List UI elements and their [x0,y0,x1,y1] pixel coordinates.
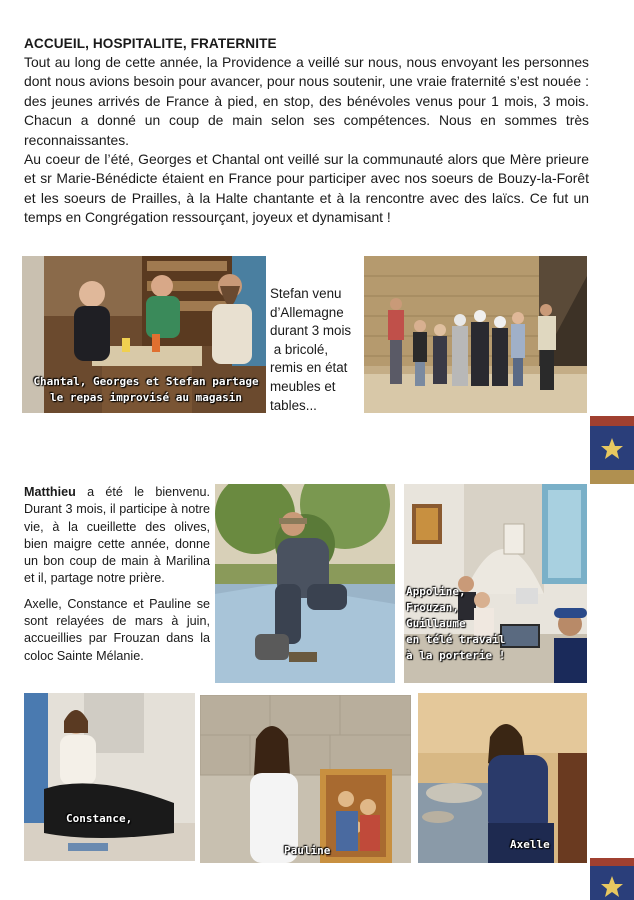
photo-group [364,256,587,413]
photo-olives [215,484,395,683]
stefan-note [270,285,362,415]
stefan-note-line: remis en état [270,360,348,376]
matthieu-text: a été le bienvenu. Durant 3 mois, il participe à notre vie, à la cueillette des olives, bien maigre cette année, donne un bon coup de main à Marilina et il, partage notre prière. [24,485,210,586]
meal-caption-line-2: le repas improvisé au magasin [49,391,243,404]
matthieu-paragraph [24,484,210,588]
photo-pauline [200,695,411,863]
women-paragraph: Axelle, Constance et Pauline se sont relayées de mars à juin, accueillies par Frouzan dans la coloc Sainte Mélanie. [24,596,210,663]
volunteers-text [24,484,210,673]
stefan-note-line: Stefan venu [270,286,342,301]
office-caption [406,584,586,664]
pauline-caption: Pauline [284,844,331,857]
olives-scene [215,484,395,683]
intro-paragraph-1: Tout au long de cette année, la Providence a veillé sur nous, nous envoyant les personnes dont nous avions besoin pour avancer, pour nous soutenir, une vraie fraternité s’est nouée : des jeunes arrivés de France à pied, en stop, des bénévoles venus pour 1 mois, 3 mois. Chacun a donné un coup de main selon ses compétences. Nous en sommes très reconnaissantes. [24,54,589,148]
intro-text [24,53,589,228]
office-caption-line: Guillaume [406,617,466,630]
office-caption-line: en télé travail [406,633,506,646]
group-scene [364,256,587,413]
photo-constance [24,693,195,861]
edge-decoration-bottom [590,858,634,900]
matthieu-name: Matthieu [24,485,76,499]
stefan-note-line: meubles et [270,378,336,394]
photo-meal [22,256,266,413]
constance-caption: Constance, [66,812,133,825]
meal-caption-line-1: Chantal, Georges et Stefan partage [33,375,259,388]
axelle-scene [418,693,587,863]
pauline-scene [200,695,411,863]
meal-caption [26,374,266,406]
photo-office [404,484,587,683]
constance-scene [24,693,195,861]
intro-paragraph-2: Au coeur de l’été, Georges et Chantal ont veillé sur la communauté alors que Mère prieure et sr Marie-Bénédicte étaient en France pour participer avec nos soeurs de Bouzy-la-Forêt et les soeurs de Prailles, à la Halte chantante et à la rencontre avec des laïcs. Ce fut un temps en Congrégation ressourçant, joyeux et dynamisant ! [24,151,589,226]
photo-axelle [418,693,587,863]
stefan-note-line: durant 3 mois [270,323,352,339]
office-caption-line: Appoline, [406,585,466,598]
stefan-note-line: d’Allemagne [270,304,344,320]
stefan-note-line: a bricolé, [270,341,329,357]
stefan-note-line: tables... [270,397,317,413]
axelle-caption: Axelle [510,838,550,851]
office-caption-line: Frouzan, [406,601,459,614]
office-caption-line: à la porterie ! [406,649,506,662]
section-title: ACCUEIL, HOSPITALITE, FRATERNITE [24,36,277,51]
edge-decoration-top [590,416,634,484]
